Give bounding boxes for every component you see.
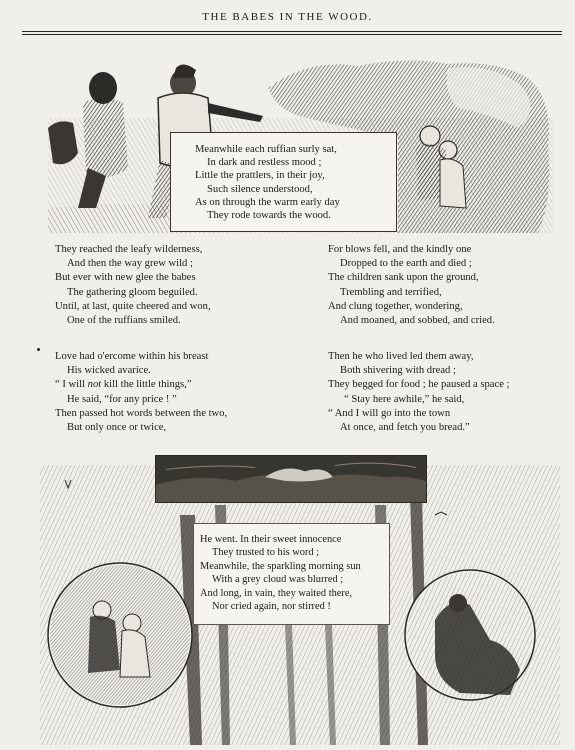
top-caption-line: In dark and restless mood ; <box>207 157 322 169</box>
bottom-caption-line: They trusted to his word ; <box>212 547 320 559</box>
verse-line: And then the way grew wild ; <box>67 258 193 270</box>
top-caption <box>170 132 397 232</box>
verse-line: At once, and fetch you bread.” <box>340 422 470 434</box>
header-rule <box>22 31 562 32</box>
verse-line: But ever with new glee the babes <box>55 272 196 284</box>
bottom-caption-line: Nor cried again, nor stirred ! <box>212 601 331 613</box>
header-rule-thin <box>22 34 562 35</box>
verse-line: Dropped to the earth and died ; <box>340 258 472 270</box>
bottom-caption <box>193 523 390 625</box>
bottom-caption-line: Meanwhile, the sparkling morning sun <box>200 560 361 572</box>
top-caption-line: As on through the warm early day <box>195 196 340 208</box>
verse-line: They begged for food ; he paused a space ; <box>328 379 510 391</box>
verse-line: His wicked avarice. <box>67 365 151 377</box>
bottom-caption-line: He went. In their sweet innocence <box>200 534 342 545</box>
top-caption-line: They rode towards the wood. <box>207 210 331 222</box>
bottom-caption-line: And long, in vain, they waited there, <box>200 587 353 599</box>
verse-fragment: kill the little things,” <box>101 379 192 391</box>
top-caption-line: Meanwhile each ruffian surly sat, <box>195 144 337 155</box>
verse-fragment: “ I will <box>55 379 88 391</box>
verse-line: And moaned, and sobbed, and cried. <box>340 315 495 327</box>
verse-line <box>55 378 227 392</box>
verse-line: Then passed hot words between the two, <box>55 407 228 419</box>
top-caption-line: Little the prattlers, in their joy, <box>195 170 325 182</box>
stanza-left-1 <box>55 243 211 328</box>
verse-line: Then he who lived led them away, <box>328 351 474 362</box>
top-caption-line: Such silence understood, <box>207 183 313 195</box>
verse-line: The children sank upon the ground, <box>328 272 479 284</box>
stanza-right-2 <box>328 350 510 435</box>
verse-line: But only once or twice, <box>67 422 167 434</box>
verse-line: And clung together, wondering, <box>328 300 463 312</box>
bottom-caption-line: With a grey cloud was blurred ; <box>212 574 344 586</box>
running-title: THE BABES IN THE WOOD. <box>202 11 373 23</box>
clouded-sun-panel <box>155 455 427 503</box>
emphasized-word: not <box>87 379 102 391</box>
verse-line: Love had o'ercome within his breast <box>55 351 209 362</box>
verse-line: The gathering gloom beguiled. <box>67 286 198 298</box>
verse-line: One of the ruffians smiled. <box>67 315 181 327</box>
verse-line: “ And I will go into the town <box>328 407 451 419</box>
verse-line: Trembling and terrified, <box>340 286 442 298</box>
verse-line: “ Stay here awhile,” he said, <box>344 393 465 405</box>
verse-line: Until, at last, quite cheered and won, <box>55 300 211 312</box>
stanza-right-1 <box>328 243 495 328</box>
verse-line: For blows fell, and the kindly one <box>328 244 472 255</box>
stanza-left-2 <box>55 350 227 435</box>
verse-line: Both shivering with dread ; <box>340 365 456 377</box>
verse-line: They reached the leafy wilderness, <box>55 244 203 255</box>
verse-line: He said, “for any price ! ” <box>67 393 177 405</box>
margin-mark <box>37 348 40 351</box>
